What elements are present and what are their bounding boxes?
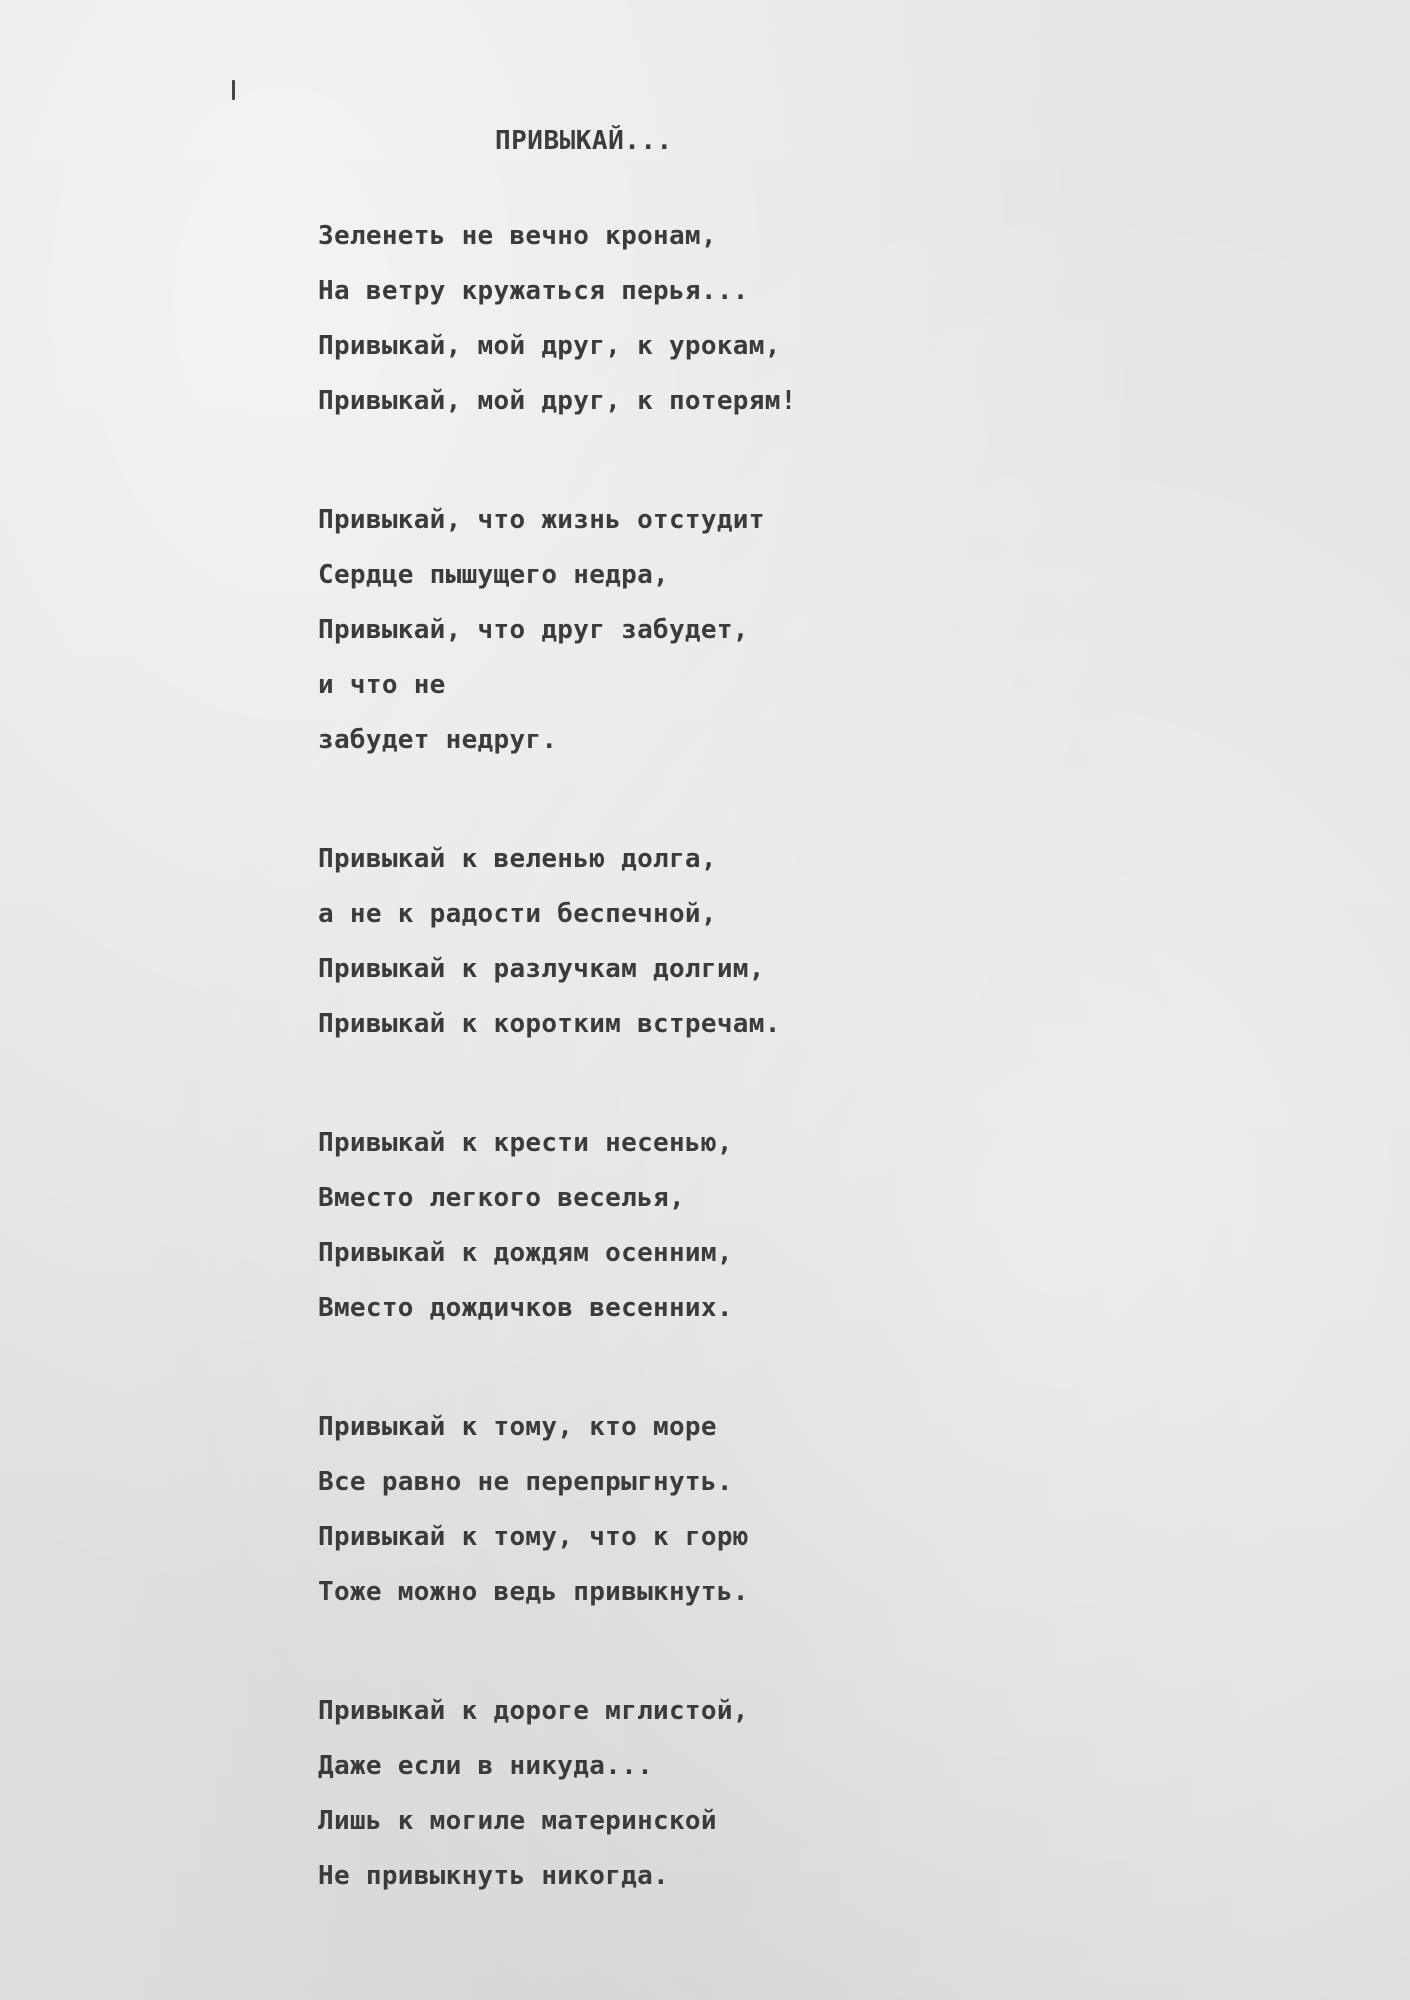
poem-line: Привыкай к коротким встречам. bbox=[318, 1009, 781, 1039]
poem-line: Привыкай к тому, кто море bbox=[318, 1412, 717, 1442]
poem-line: Тоже можно ведь привыкнуть. bbox=[318, 1577, 749, 1607]
stanza-3 bbox=[318, 832, 878, 1052]
poem-line: Вместо легкого веселья, bbox=[318, 1183, 685, 1213]
poem-line: а не к радости беспечной, bbox=[318, 899, 717, 929]
poem-line: Привыкай, мой друг, к урокам, bbox=[318, 331, 781, 361]
stanza-1 bbox=[318, 209, 878, 429]
poem-title: ПРИВЫКАЙ... bbox=[495, 126, 673, 156]
poem-line: и что не bbox=[318, 670, 446, 700]
poem-line: Привыкай к тому, что к горю bbox=[318, 1522, 749, 1552]
margin-mark bbox=[232, 80, 235, 100]
poem-line: Привыкай к разлучкам долгим, bbox=[318, 954, 765, 984]
poem-line: Не привыкнуть никогда. bbox=[318, 1861, 669, 1891]
poem-line: Сердце пышущего недра, bbox=[318, 560, 669, 590]
poem-line: Даже если в никуда... bbox=[318, 1751, 654, 1781]
poem-line: Привыкай к дождям осенним, bbox=[318, 1238, 733, 1268]
poem-body bbox=[318, 209, 878, 1968]
stanza-2 bbox=[318, 493, 878, 768]
poem-line: Все равно не перепрыгнуть. bbox=[318, 1467, 733, 1497]
poem-line: Привыкай к крести несенью, bbox=[318, 1128, 733, 1158]
poem-line: Привыкай, мой друг, к потерям! bbox=[318, 386, 797, 416]
stanza-5 bbox=[318, 1400, 878, 1620]
stanza-6 bbox=[318, 1684, 878, 1904]
poem-line: Привыкай, что жизнь отстудит bbox=[318, 505, 765, 535]
poem-line: забудет недруг. bbox=[318, 725, 558, 755]
poem-line: Вместо дождичков весенних. bbox=[318, 1293, 733, 1323]
poem-line: Привыкай, что друг забудет, bbox=[318, 615, 749, 645]
poem-line: Привыкай к дороге мглистой, bbox=[318, 1696, 749, 1726]
poem-line: Привыкай к веленью долга, bbox=[318, 844, 717, 874]
poem-line: На ветру кружаться перья... bbox=[318, 276, 749, 306]
poem-line: Лишь к могиле материнской bbox=[318, 1806, 717, 1836]
stanza-4 bbox=[318, 1116, 878, 1336]
poem-line: Зеленеть не вечно кронам, bbox=[318, 221, 717, 251]
